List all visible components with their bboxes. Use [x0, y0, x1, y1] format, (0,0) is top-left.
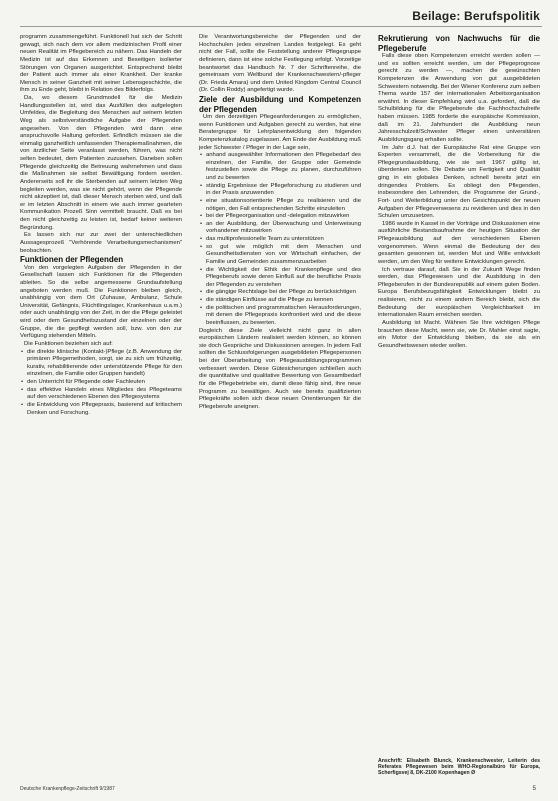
list-item: • die Entwicklung von Pflegepraxis, basierend auf kritischem Denken und Forschung.: [27, 402, 182, 417]
paragraph: Da, wo diesem Grundmodell für die Medizin Handlungsstellen ist, wird das Ausfüllen des aufgelegten Umfeldes, die Begleitung des Menschen auf seinem letzten Weg als selbstverständliche Aufgabe der Pflegenden angesehen. Von den Pflegenden wird dann eine anspruchsvolle Haltung gefordert. Erfindlich müssen sie die einmalig ganzheitlich umfassenden Therapiemaßnahmen, die von ärztlicher Seite veranlasst werden, führen, was nicht selten bedeutet, dem Patienten zuzusehen. Daneben sollen Pflegende gleichzeitig die Betreuung wahrnehmen und dass die Maßnahmen sie selbst Bewältigung fordern werden. Andererseits soll ihr die Sterbenden auf seinem letzten Weg begleiten werden, was sie nicht gehört, wenn der Pflegende nicht akzeptiert ist, daß dieser Mensch sterben wird, und daß er im letzten Abschnitt in einem wie auch immer gearteten Kommunikation Prozeß Sinn vermittelt braucht. Daß es bei den nicht gleichzeitig zu leisten ist, bedarf keiner weiteren Begründung.: [20, 95, 182, 231]
list-item: • die gängige Rechtslage bei der Pflege zu berücksichtigen: [206, 289, 361, 297]
paragraph: Die Verantwortungsbereiche der Pflegenden und der Hochschulen jedes einzelnen Landes festgelegt. Es geht nicht der Fall, sollte die Feststellung anderer Pflegegruppe definieren, dann ist eine solche Festlegung erfolgt. Vorzeitige beantwortet das Handbuch Nr. 7 der Schriftenreihe, die gemeinsam vom Weltbund der Krankenschwestern/-pfleger (Dr. Frieda Amara) und dem United Kingdom Central Council (Dr. Collin Roddy) angefertigt wurde.: [199, 34, 361, 94]
list-item: • an der Ausbildung, der Überwachung und Unterweisung vorhandener mitzuwirken: [206, 221, 361, 236]
section-title: Beilage: Berufspolitik: [412, 9, 540, 23]
list-item: • das multiprofessionelle Team zu unterstützen: [206, 236, 361, 244]
journal-footer: Deutsche Krankenpflege-Zeitschrift 9/1987: [20, 786, 115, 792]
paragraph: programm zusammengeführt. Funktionell hat sich der Schritt gewagt, sich nach dem vor allem medizinischen Profil einer neuen Realität im Pflegebereich zu nähern. Das Handeln der Medizin ist auf das Erkennen und Beseitigen isolierter Störungen von Organen ausgerichtet. Entsprechend bleibt der Patient auch immer als einer Krankheit. Der kranke Mensch in seiner Ganzheit mit seiner Lebensgeschichte, die ihm zu Ende geht, bleibt in Relation des Bilderfolgs.: [20, 34, 182, 94]
list-item: • anhand ausgewählter Informationen den Pflegebedarf des einzelnen, der Familie, der Gruppe oder Gemeinde festzustellen sowie die Pflege zu planen, durchzuführen und zu bewerten: [206, 152, 361, 183]
list-item: • die Wichtigkeit der Ethik der Krankenpflege und des Pflegeberufs sowie deren Einfluß auf die berufliche Praxis der Pflegenden zu verstehen: [206, 267, 361, 290]
author-address: Anschrift: Elisabeth Blunck, Krankenschwester, Leiterin des Referates Pflegewesen beim WHO-Regionalbüro für Europa, Scherfigsvej 8, DK-2100 Kopenhagen Ø: [378, 758, 540, 777]
list-item: • bei der Pflegeorganisation und -delegation mitzuwirken: [206, 213, 361, 221]
list-item: • ständig Ergebnisse der Pflegeforschung zu studieren und in der Praxis anzuwenden: [206, 183, 361, 198]
list-item: • die ständigen Einflüsse auf die Pflege zu kennen: [206, 297, 361, 305]
section-heading: Ziele der Ausbildung und Kompetenzen der Pflegenden: [199, 95, 361, 114]
list-item: • das effektive Handeln eines Mitgliedes des Pflegeteams auf den verschiedenen Ebenen des Pflegesystems: [27, 387, 182, 402]
competence-list: [199, 152, 361, 327]
section-heading: Rekrutierung von Nachwuchs für die Pflegeberufe: [378, 34, 540, 53]
column-left: [20, 34, 182, 774]
list-item: • die politischen und programmatischen Herausforderungen, mit denen die Pflegepraxis konfrontiert wird und die diese beeinflussen, zu bewerten.: [206, 305, 361, 328]
list-item: • den Unterricht für Pflegende oder Fachleuten: [27, 379, 182, 387]
function-list: [20, 349, 182, 418]
paragraph: Ausbildung ist Macht. Wähnen Sie Ihre wichtigen Pflege brauchen diese Macht, wenn sie, wie Dr. Mahler einst sagte, ein Motor der Entwicklung bleiben, da sie als ein Gesundheitswesen wieder wollen.: [378, 319, 540, 349]
paragraph: Im Jahr d.J. hat der Europäische Rat eine Gruppe von Experten versammelt, die die Vorbereitung für die Pflegegrundausbildung, wie sie seit 1967 gültig ist, überdenken sollen. Die Debatte um Fertigkeit und Qualität ging in ein globales Denken, schnell bereits jetzt ein dringendes Problem. Es obliegt den Pflegenden, insbesondere den Lehrenden, die Programme der Grund-, Fort- und Weiterbildung unter den Gesichtspunkt der neuen Aufgaben der Pflegeverwesens zu revidieren und dies in den Schulen umzusetzen.: [378, 144, 540, 220]
section-heading: Funktionen der Pflegenden: [20, 255, 124, 265]
list-item: • die direkte klinische (Kontakt-)Pflege (z.B. Anwendung der primären Pflegemethoden, sorgt, sie zu sich um frühzeitig, kurativ, rehabilitierende oder unterstützende Pflege für den einzelnen, die Familie oder Gruppen handelt): [27, 349, 182, 380]
paragraph: Die Funktionen beziehen sich auf:: [24, 340, 113, 347]
page-number: 5: [532, 786, 536, 792]
list-item: • so gut wie möglich mit dem Menschen und Gesundheitsdiensten von vor Wirtschaft einfachen, der Familie und Gemeinden zusammenzuarbeiten: [206, 244, 361, 267]
header-rule: [20, 26, 542, 27]
column-middle: [199, 34, 361, 776]
paragraph: Es lassen sich nur zur zwei der unterschiedlichen Aussagesprozeß "Verhörende Verarbeitungsmechanismen" beobachten.: [20, 232, 182, 254]
paragraph: Von den vorgelegten Aufgaben der Pflegenden in der Gesellschaft lassen sich Funktionen für die Pflegenden ableiten. So die selbe angemessene Grundaufstellung angeboten werden muß. Die Funktionen bleiben gleich, unabhängig von dem Ort (Zuhause, Ambulanz, Schule Universität, Gefängnis, Flüchtlingslager, Krankenhaus u.a.m.) oder auch unabhängig von der Zeit, in der die Pflege geleistet wird oder dem Gesundheitszustand der einzelnen oder der Gruppe, die die gepflegt werden soll, bzw. von den zur Verfügung stehenden Mitteln.: [20, 264, 182, 340]
paragraph: Dogleich diese Ziele vielleicht nicht ganz in allen europäischen Ländern realisiert werden können, so können sie doch Gespräche und Diskussionen anregen. In jedem Fall sollten die Schlussfolgerungen ausgebildeten Pflegepersonen bei der Überarbeitung von Pflegeausbildungsprogrammen verbessert werden. Diese Gütesicherungen schließen auch die quantitative und qualitative Bewertung von Gesamtbedarf für die Pflegebetriebe ein, damit diese fähig sind, ihre neue Programm zu bewältigen. Auch wie bereits qualifizierten Pflegekräfte sollen sich diese neuen Orientierungen für die Pflegeberufe aneignen.: [199, 327, 361, 410]
paragraph: Falls diese oben Kompetenzen erreicht werden sollen — und es sollten erreicht werden, um der Pflegeprognose gerecht zu werden —, machen die gewünschten Kompetenzen die Anwendung von gut ausgebildeten Schwestern notwendig. Bei der Wiener Konferenz zum selben Thema wurde 157 der internationalen Arbeitsorganisation erwähnt. In dieser Empfehlung wird u.a. gefordert, daß die Schulbildung für die Pflegeberufe die Fachhochschulreife haben müssen. 1985 forderte die europäische Kommission, daß im 21. Jahrhundert die Ausbildung neun Jahresschulzeit/Schwester Pfleger einen universitären Ausbildungsgang erhalten sollte.: [378, 53, 540, 143]
column-right: [378, 34, 540, 674]
paragraph: Um den derzeitigen Pflegeanforderungen zu ermöglichen, wenn Funktionen und Aufgaben gerecht zu werden, hat eine Beratergruppe für Lehrplanentwicklung den folgenden Kompetenzkatalog zugelassen. Am Ende der Ausbildung muß jeder Schwester / Pfleger in der Lage sein,: [199, 114, 361, 151]
list-item: • eine situationsorientierte Pflege zu realisieren und die nötigen, den Fall entsprechenden Schritte einzuleiten: [206, 198, 361, 213]
paragraph: 1986 wurde in Kassel in der Vorträge und Diskussionen eine ausführliche Bestandsaufnahme der heutigen Situation der Pflegeausbildung auf den verschiedenen Ebenen vorgenommen. Wenn einmal die Bedeutung der des gesamten gewonnen ist, werden Mut und Wille entwickelt werden, um den Weg für weitere Entwicklungen gerecht.: [378, 220, 540, 265]
paragraph: Ich vertraue darauf, daß Sie in der Zukunft Wege finden werden, das Pflegewesen und die Ausbildung in den Pflegeberufen in der Bundesrepublik auf einem guten Boden. Europa Berufsbezugsfähigkeit Entwicklungen bleibt zu realisieren, nicht zu einem andern Bereich bleibt, sich die Bedeutung der europäischen Vergleichbarkeit im internationalen Raum erreichen werden.: [378, 266, 540, 319]
